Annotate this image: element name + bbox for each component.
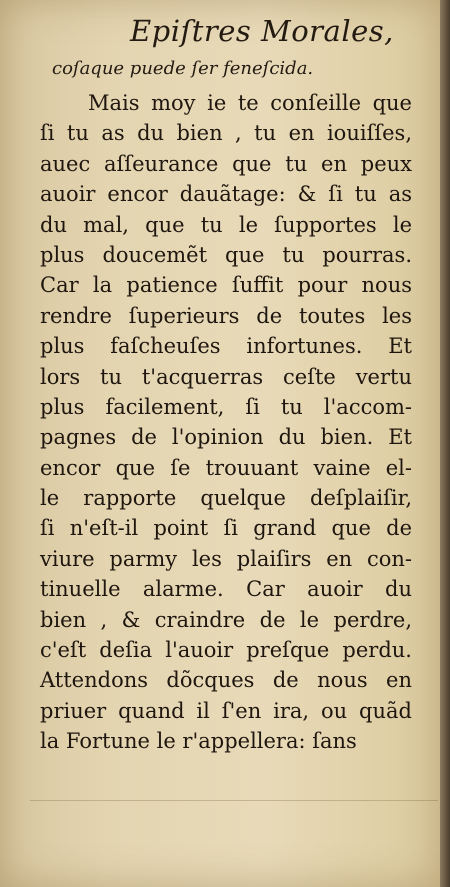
text-line: ſi tu as du bien , tu en iouiſſes, (40, 121, 412, 146)
text-line: lors tu t'acquerras ceſte vertu (40, 364, 412, 389)
text-line: plus faſcheuſes infortunes. Et (40, 334, 412, 359)
text-line: Attendons dõcques de nous en (40, 668, 412, 693)
page-fold-line (30, 800, 438, 801)
running-subheader: coſaque puede ſer feneſcida. (52, 58, 314, 79)
text-line: ſi n'eſt-il point ſi grand que de (40, 516, 412, 541)
text-line: viure parmy les plaiſirs en con- (40, 546, 412, 571)
text-line: tinuelle alarme. Car auoir du (40, 577, 412, 602)
running-header: Epiſtres Morales, (130, 14, 394, 48)
text-line: auoir encor dauãtage: & ſi tu as (40, 182, 412, 207)
text-line: la Fortune le r'appellera: ſans (40, 729, 357, 754)
body-text (40, 88, 412, 757)
text-line: auec aſſeurance que tu en peux (40, 151, 412, 176)
page-edge (440, 0, 450, 887)
text-line: plus facilement, ſi tu l'accom- (40, 394, 412, 419)
text-line: c'eſt deſia l'auoir preſque perdu. (40, 638, 412, 663)
text-line: priuer quand il ſ'en ira, ou quãd (40, 698, 412, 723)
text-line: Car la patience ſuffit pour nous (40, 273, 412, 298)
text-line: Mais moy ie te conſeille que (88, 91, 412, 115)
text-line: rendre ſuperieurs de toutes les (40, 303, 412, 328)
text-line: bien , & craindre de le perdre, (40, 607, 412, 632)
text-line: le rapporte quelque deſplaiſir, (40, 486, 412, 511)
text-line: pagnes de l'opinion du bien. Et (40, 425, 412, 450)
text-line: plus doucemẽt que tu pourras. (40, 242, 412, 267)
text-line: encor que ſe trouuant vaine el- (40, 455, 412, 480)
text-line: du mal, que tu le ſupportes le (40, 212, 412, 237)
